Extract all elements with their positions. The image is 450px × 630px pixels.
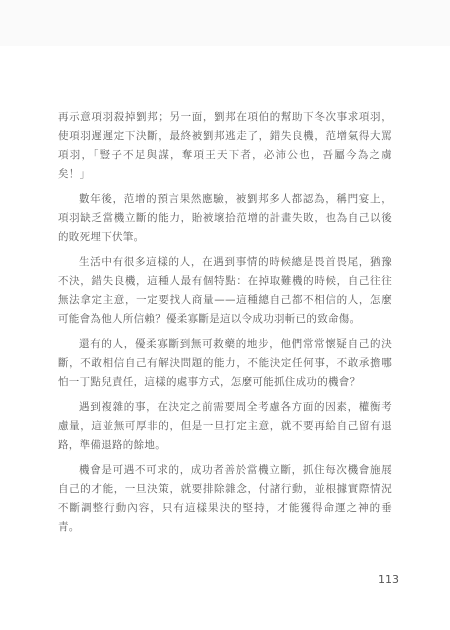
- paragraph: 機會是可遇不可求的，成功者善於當機立斷，抓住每次機會施展自己的才能，一旦決策，就要排除雜念，付諸行動，並根據實際情況不斷調整行動內容，只有這樣果決的堅持，才能獲得命運之神的垂青。: [58, 464, 392, 533]
- paragraph: 還有的人，優柔寡斷到無可救藥的地步，他們常常懷疑自己的決斷，不敢相信自己有解決問題的能力，不能決定任何事，不敢承擔哪怕一丁點兒責任，這樣的處事方式，怎麼可能抓住成功的機會？: [58, 338, 392, 388]
- paragraph: 生活中有很多這樣的人，在遇到事情的時候總是畏首畏尾，猶豫不決，錯失良機，這種人最有個特點：在掉取難機的時候，自己往往無法拿定主意，一定要找人商量——這種總自己都不相信的人，怎麼可能會為他人所信賴？優柔寡斷是這以令成功羽斬已的致命傷。: [58, 256, 392, 325]
- paragraph: 數年後，范增的預言果然應驗，被劉邦多人都認為，稱門宴上，項羽缺乏當機立斷的能力，貽被壞拾范增的計畫失敗，也為自己以後的敗死埋下伏筆。: [58, 193, 392, 243]
- paragraph: 遇到複雜的事，在決定之前需要周全考慮各方面的因素，權衡考慮量，這並無可厚非的，但是一旦打定主意，就不要再給自己留有退路，準備退路的餘地。: [58, 401, 392, 451]
- paragraph: 再示意項羽殺掉劉邦；另一面，劉邦在項伯的幫助下冬次事求項羽，使項羽遲遲定下決斷，最終被劉邦逃走了，錯失良機，范增氣得大罵項羽，「豎子不足與謀，奪項王天下者，必沛公也，吾屬今為之虜矣！」: [58, 111, 392, 180]
- page-number: 113: [378, 573, 399, 586]
- body-text: [58, 108, 392, 543]
- page-header-band: [0, 0, 450, 46]
